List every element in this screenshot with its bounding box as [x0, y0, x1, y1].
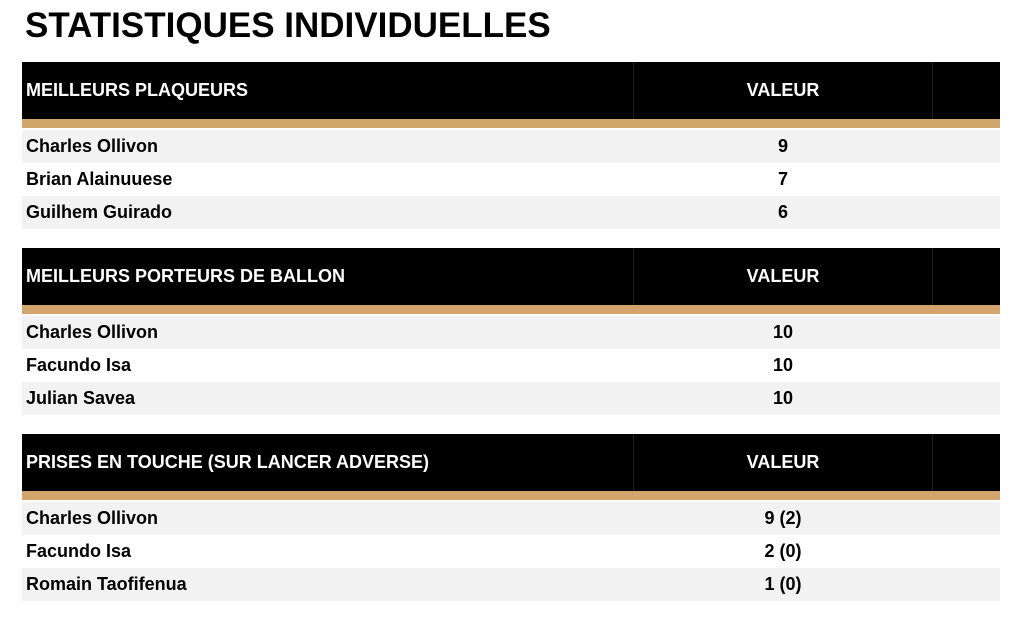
- table-header-label: MEILLEURS PORTEURS DE BALLON: [26, 266, 346, 286]
- player-name: Romain Taofifenua: [26, 574, 187, 594]
- header-divider: [932, 62, 933, 119]
- stat-value: 9: [777, 136, 788, 156]
- player-name: Charles Ollivon: [26, 136, 159, 156]
- table-row: [22, 568, 1000, 601]
- header-divider: [932, 434, 933, 491]
- stat-value: 1 (0): [764, 574, 802, 594]
- player-name: Charles Ollivon: [26, 508, 159, 528]
- stat-value: 7: [777, 169, 788, 189]
- tacklers-table: [22, 62, 1000, 229]
- accent-bar: [22, 491, 1000, 500]
- table-row: [22, 130, 1000, 163]
- page-title: STATISTIQUES INDIVIDUELLES: [25, 6, 551, 45]
- stat-value: 10: [772, 322, 794, 342]
- player-name: Charles Ollivon: [26, 322, 159, 342]
- stat-value: 10: [772, 355, 794, 375]
- stat-value: 6: [777, 202, 788, 222]
- table-header-value: VALEUR: [746, 80, 820, 100]
- player-name: Julian Savea: [26, 388, 136, 408]
- player-name: Facundo Isa: [26, 541, 132, 561]
- stat-value: 2 (0): [764, 541, 802, 561]
- stat-value: 10: [772, 388, 794, 408]
- ball-carriers-table: [22, 248, 1000, 415]
- header-divider: [932, 248, 933, 305]
- table-header-value: VALEUR: [746, 452, 820, 472]
- lineout-steals-table: [22, 434, 1000, 601]
- table-row: [22, 535, 1000, 568]
- table-row: [22, 196, 1000, 229]
- table-header: [22, 248, 1000, 305]
- player-name: Brian Alainuuese: [26, 169, 173, 189]
- table-header-value: VALEUR: [746, 266, 820, 286]
- table-row: [22, 349, 1000, 382]
- table-row: [22, 163, 1000, 196]
- table-header-label: MEILLEURS PLAQUEURS: [26, 80, 249, 100]
- table-header: [22, 62, 1000, 119]
- stat-value: 9 (2): [764, 508, 802, 528]
- accent-bar: [22, 119, 1000, 128]
- player-name: Facundo Isa: [26, 355, 132, 375]
- table-row: [22, 316, 1000, 349]
- table-header: [22, 434, 1000, 491]
- table-header-label: PRISES EN TOUCHE (SUR LANCER ADVERSE): [26, 452, 430, 472]
- table-row: [22, 502, 1000, 535]
- player-name: Guilhem Guirado: [26, 202, 173, 222]
- accent-bar: [22, 305, 1000, 314]
- table-row: [22, 382, 1000, 415]
